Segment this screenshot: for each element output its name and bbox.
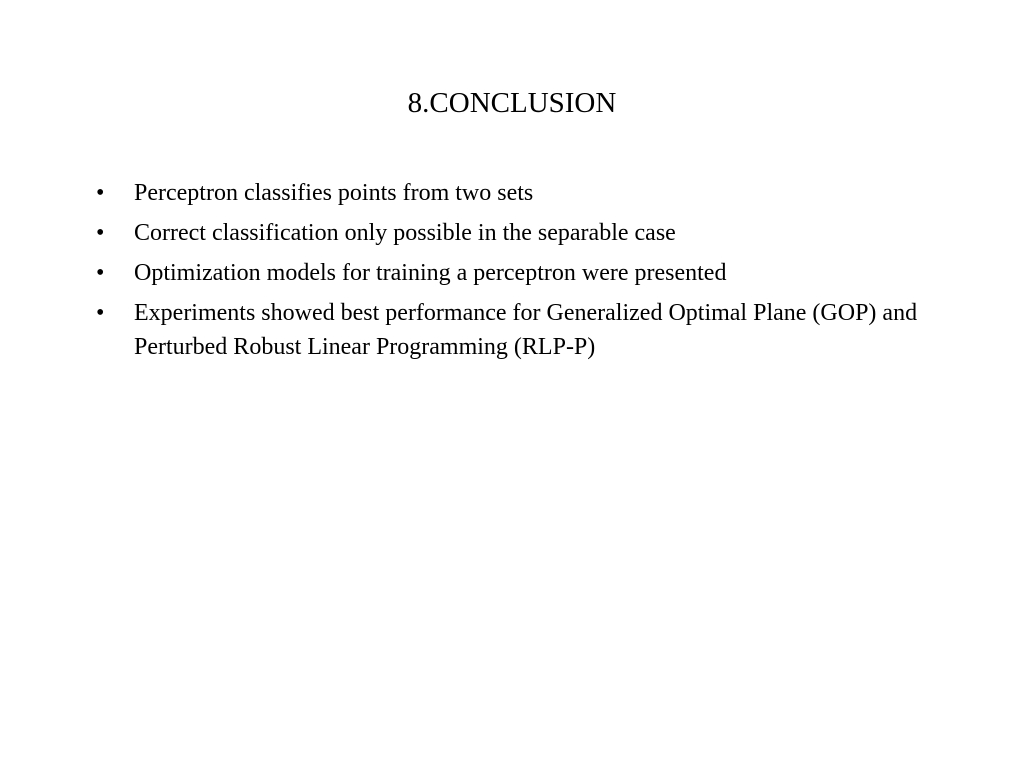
list-item (96, 216, 936, 250)
bullet-icon: • (96, 300, 105, 326)
list-item (96, 296, 936, 364)
bullet-icon: • (96, 260, 105, 286)
bullet-text: Correct classification only possible in the separable case (134, 220, 676, 246)
bullet-text: Perceptron classifies points from two sets (134, 180, 534, 206)
bullet-icon: • (96, 220, 105, 246)
bullet-text: Experiments showed best performance for Generalized Optimal Plane (GOP) and Perturbed Robust Linear Programming (RLP-P) (134, 300, 918, 360)
slide-title: 8.CONCLUSION (407, 87, 617, 119)
bullet-list (96, 176, 936, 370)
bullet-text: Optimization models for training a perceptron were presented (134, 260, 727, 286)
bullet-icon: • (96, 180, 105, 206)
list-item (96, 176, 936, 210)
list-item (96, 256, 936, 290)
